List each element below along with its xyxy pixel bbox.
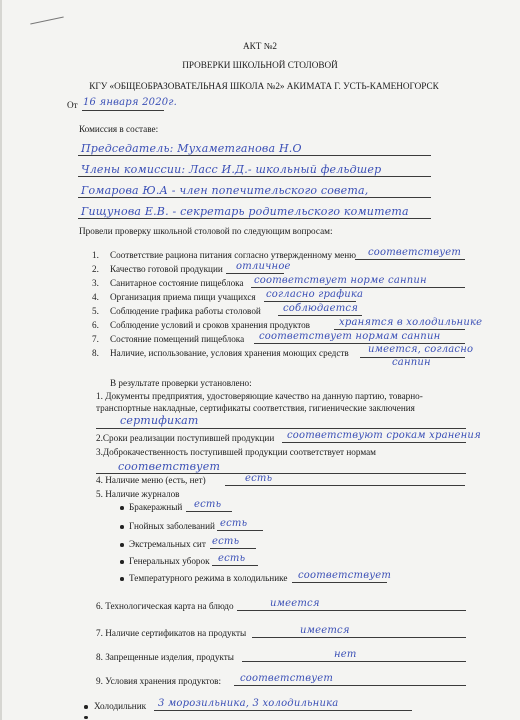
q2-line [226, 273, 284, 274]
r5-text: 5. Наличие журналов [96, 489, 180, 499]
q6-num: 6. [92, 320, 99, 330]
q2-answer: отличное [236, 261, 291, 272]
organization-name: КГУ «ОБЩЕОБРАЗОВАТЕЛЬНАЯ ШКОЛА №2» АКИМАТА Г. УСТЬ-КАМЕНОГОРСК [89, 81, 439, 91]
r8-line [242, 661, 466, 662]
journal-2-answer: есть [220, 518, 248, 529]
q3-answer: соответствует норме санпин [254, 275, 427, 286]
commission-label: Комиссия в составе: [79, 124, 159, 134]
q4-text: Организация приема пищи учащихся [110, 292, 256, 302]
commission-member-1: Члены комиссии: Ласс И.Д.- школьный фельдшер [81, 163, 382, 176]
date-value: 16 января 2020г. [83, 97, 177, 108]
q1-num: 1. [92, 250, 99, 260]
r2-text: 2.Сроки реализации поступившей продукции [96, 433, 275, 443]
q4-answer: согласно графика [266, 289, 364, 300]
q1-answer: соответствует [368, 247, 462, 258]
journal-bullet-2 [120, 525, 124, 529]
r9-text: 9. Условия хранения продуктов: [96, 676, 222, 686]
q6-line [334, 329, 465, 330]
journal-bullet-4 [120, 560, 124, 564]
journal-3-label: Экстремальных сит [129, 539, 206, 549]
q8-answer: имеется, согласно [368, 344, 474, 355]
q1-line [355, 259, 465, 260]
r1-line [96, 428, 466, 429]
q4-num: 4. [92, 292, 99, 302]
journal-4-label: Генеральных уборок [129, 556, 210, 566]
journal-1-answer: есть [194, 499, 222, 510]
commission-chair: Председатель: Мухаметганова Н.О [81, 142, 302, 155]
r2-answer: соответствуют срокам хранения [287, 430, 481, 441]
r3-text: 3.Доброкачественность поступившей продукции соответствует нормам [96, 447, 376, 457]
r1-line2: транспортные накладные, сертификаты соответствия, гигиенические заключения [96, 403, 415, 413]
q1-text: Соответствие рациона питания согласно утвержденному меню [110, 250, 357, 260]
r3-line [96, 473, 466, 474]
r4-answer: есть [245, 473, 273, 484]
journal-5-answer: соответствует [298, 570, 392, 581]
r7-text: 7. Наличие сертификатов на продукты [96, 628, 247, 638]
r6-line [237, 610, 466, 611]
q6-answer: хранятся в холодильнике [339, 317, 483, 328]
journal-bullet-3 [120, 543, 124, 547]
inspection-intro: Провели проверку школьной столовой по следующим вопросам: [79, 226, 333, 236]
q6-text: Соблюдение условий и сроков хранения продуктов [110, 320, 311, 330]
q2-num: 2. [92, 264, 99, 274]
q3-text: Санитарное состояние пищеблока [110, 278, 244, 288]
journal-1-line [186, 511, 232, 512]
journal-5-line [292, 582, 387, 583]
fridge-bullet [84, 705, 88, 709]
q8-answer-cont: санпин [392, 357, 431, 368]
r4-line [225, 485, 465, 486]
r7-line [252, 637, 466, 638]
act-title: АКТ №2 [242, 41, 278, 51]
q5-line [278, 315, 362, 316]
q7-text: Состояние помещений пищеблока [110, 334, 245, 344]
q4-line [264, 301, 356, 302]
q5-text: Соблюдение графика работы столовой [110, 306, 261, 316]
journal-2-label: Гнойных заболеваний [129, 521, 215, 531]
journal-3-answer: есть [212, 536, 240, 547]
journal-4-line [212, 565, 258, 566]
journal-bullet-1 [120, 506, 124, 510]
r2-line [282, 442, 466, 443]
date-underline [82, 110, 164, 111]
q8-text: Наличие, использование, условия хранения моющих средств [110, 348, 349, 358]
journal-3-line [210, 548, 256, 549]
fridge-line [154, 710, 412, 711]
r9-answer: соответствует [240, 673, 334, 684]
r6-text: 6. Технологическая карта на блюдо [96, 601, 234, 611]
q2-text: Качество готовой продукции [110, 264, 223, 274]
r1-line1: 1. Документы предприятия, удостоверяющие качество на данную партию, товарно- [96, 391, 423, 401]
q3-num: 3. [92, 278, 99, 288]
q3-line [251, 287, 465, 288]
r1-answer: сертификат [120, 414, 199, 427]
r6-answer: имеется [270, 598, 320, 609]
commission-line-3 [78, 197, 431, 198]
date-prefix: От [67, 100, 78, 110]
q8-num: 8. [92, 348, 99, 358]
q7-num: 7. [92, 334, 99, 344]
q5-num: 5. [92, 306, 99, 316]
scan-edge [0, 0, 2, 720]
journal-5-label: Температурного режима в холодильнике [129, 573, 288, 583]
r7-answer: имеется [300, 625, 350, 636]
commission-line-2 [78, 176, 431, 177]
r9-line [234, 685, 466, 686]
q5-answer: соблюдается [283, 303, 359, 314]
fridge-answer: 3 морозильника, 3 холодильника [158, 698, 339, 709]
pantry-bullet [84, 716, 88, 719]
act-subtitle: ПРОВЕРКИ ШКОЛЬНОЙ СТОЛОВОЙ [182, 60, 338, 70]
journal-4-answer: есть [218, 553, 246, 564]
commission-member-2: Гомарова Ю.А - член попечительского совета, [81, 184, 369, 197]
q7-answer: соответствует нормам санпин [259, 331, 441, 342]
r8-text: 8. Запрещенные изделия, продукты [96, 652, 234, 662]
journal-1-label: Бракеражный [129, 502, 183, 512]
journal-bullet-5 [120, 577, 124, 581]
r4-text: 4. Наличие меню (есть, нет) [96, 475, 206, 485]
fridge-label: Холодильник [94, 701, 147, 711]
pen-stroke [30, 16, 63, 24]
result-intro: В результате проверки установлено: [110, 378, 252, 388]
journal-2-line [217, 530, 263, 531]
r8-answer: нет [334, 649, 357, 660]
r3-answer: соответствует [118, 460, 221, 473]
commission-member-3: Гищунова Е.В. - секретарь родительского комитета [81, 205, 409, 218]
commission-line-1 [78, 155, 431, 156]
commission-line-4 [78, 218, 431, 219]
